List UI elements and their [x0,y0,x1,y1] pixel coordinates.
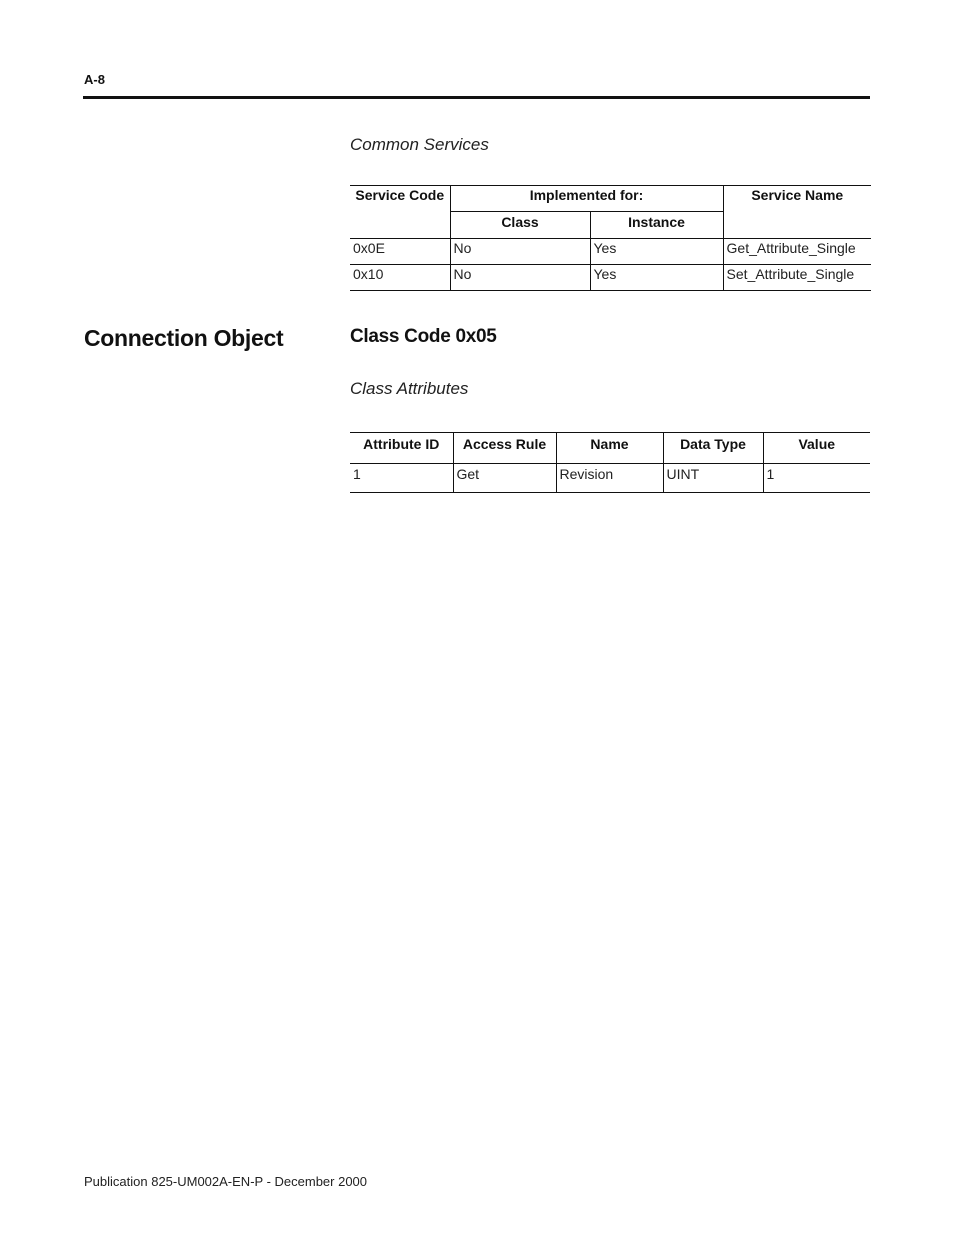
cell-attribute-id: 1 [350,464,453,493]
header-access-rule: Access Rule [453,433,556,464]
cell-name: Revision [556,464,663,493]
class-attributes-table [350,432,870,493]
class-attributes-caption: Class Attributes [350,379,469,398]
subsection-title: Class Code 0x05 [350,326,497,347]
cell-instance: Yes [590,239,723,265]
cell-class: No [450,265,590,291]
header-implemented-for: Implemented for: [450,186,723,212]
cell-access-rule: Get [453,464,556,493]
header-attribute-id: Attribute ID [350,433,453,464]
cell-class: No [450,239,590,265]
header-service-name: Service Name [723,186,871,239]
cell-data-type: UINT [663,464,763,493]
cell-value: 1 [763,464,870,493]
header-rule [83,96,870,99]
header-class: Class [450,212,590,239]
header-name: Name [556,433,663,464]
cell-instance: Yes [590,265,723,291]
header-instance: Instance [590,212,723,239]
header-value: Value [763,433,870,464]
table-row [350,239,871,265]
table-row [350,464,870,493]
header-service-code: Service Code [350,186,450,239]
table-row [350,265,871,291]
cell-service-code: 0x10 [350,265,450,291]
cell-service-name: Set_Attribute_Single [723,265,871,291]
cell-service-code: 0x0E [350,239,450,265]
footer-publication: Publication 825-UM002A-EN-P - December 2000 [84,1174,368,1189]
page-number: A-8 [84,72,105,87]
header-data-type: Data Type [663,433,763,464]
section-title: Connection Object [84,325,284,351]
common-services-table [350,185,871,291]
common-services-caption: Common Services [350,135,489,154]
cell-service-name: Get_Attribute_Single [723,239,871,265]
